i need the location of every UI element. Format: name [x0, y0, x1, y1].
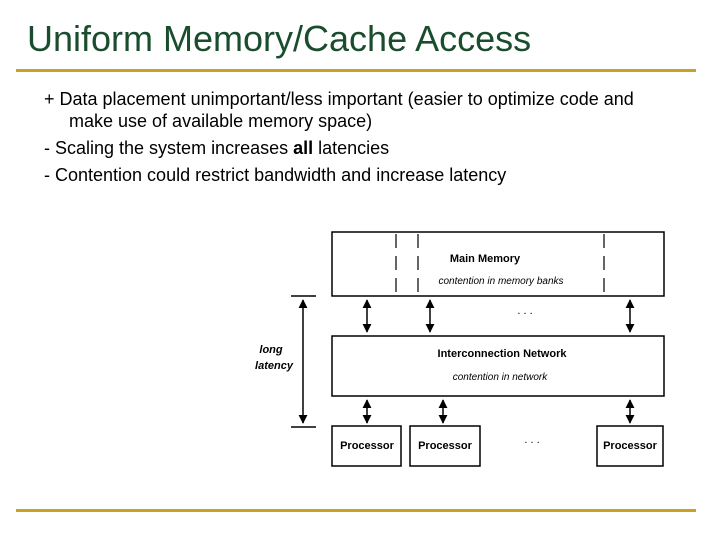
- main-memory-label: Main Memory: [449, 253, 521, 265]
- slide-title: Uniform Memory/Cache Access: [27, 18, 532, 59]
- processor-box: [410, 426, 480, 466]
- bullet-text: - Contention could restrict bandwidth and increase latency: [44, 165, 507, 185]
- latency-label-latency: latency: [255, 360, 293, 372]
- processor-label: Processor: [340, 440, 394, 452]
- network-processor-arrows: [367, 400, 630, 423]
- bullet-text-continuation: make use of available memory space): [69, 111, 373, 131]
- processor-label: Processor: [603, 440, 657, 452]
- bullet-text: latencies: [313, 138, 390, 158]
- memory-ellipsis: . . .: [517, 305, 533, 317]
- bullet-text: - Scaling the system increases: [44, 138, 294, 158]
- latency-indicator: [255, 296, 316, 427]
- processor-label: Processor: [418, 440, 472, 452]
- interconnection-network-box: [332, 336, 664, 396]
- processor-ellipsis: . . .: [524, 434, 540, 446]
- network-label: Interconnection Network: [437, 348, 567, 360]
- main-memory-box: [332, 232, 664, 296]
- memory-contention-label: contention in memory banks: [438, 276, 564, 287]
- bullet-text: + Data placement unimportant/less important (easier to optimize code and: [44, 89, 634, 109]
- footer-rule: [16, 509, 696, 512]
- processor-box: [597, 426, 663, 466]
- latency-label-long: long: [259, 344, 283, 356]
- processor-box: [332, 426, 401, 466]
- network-contention-label: contention in network: [452, 372, 548, 383]
- memory-network-arrows: [367, 300, 630, 332]
- bullet-emphasis: all: [293, 138, 314, 158]
